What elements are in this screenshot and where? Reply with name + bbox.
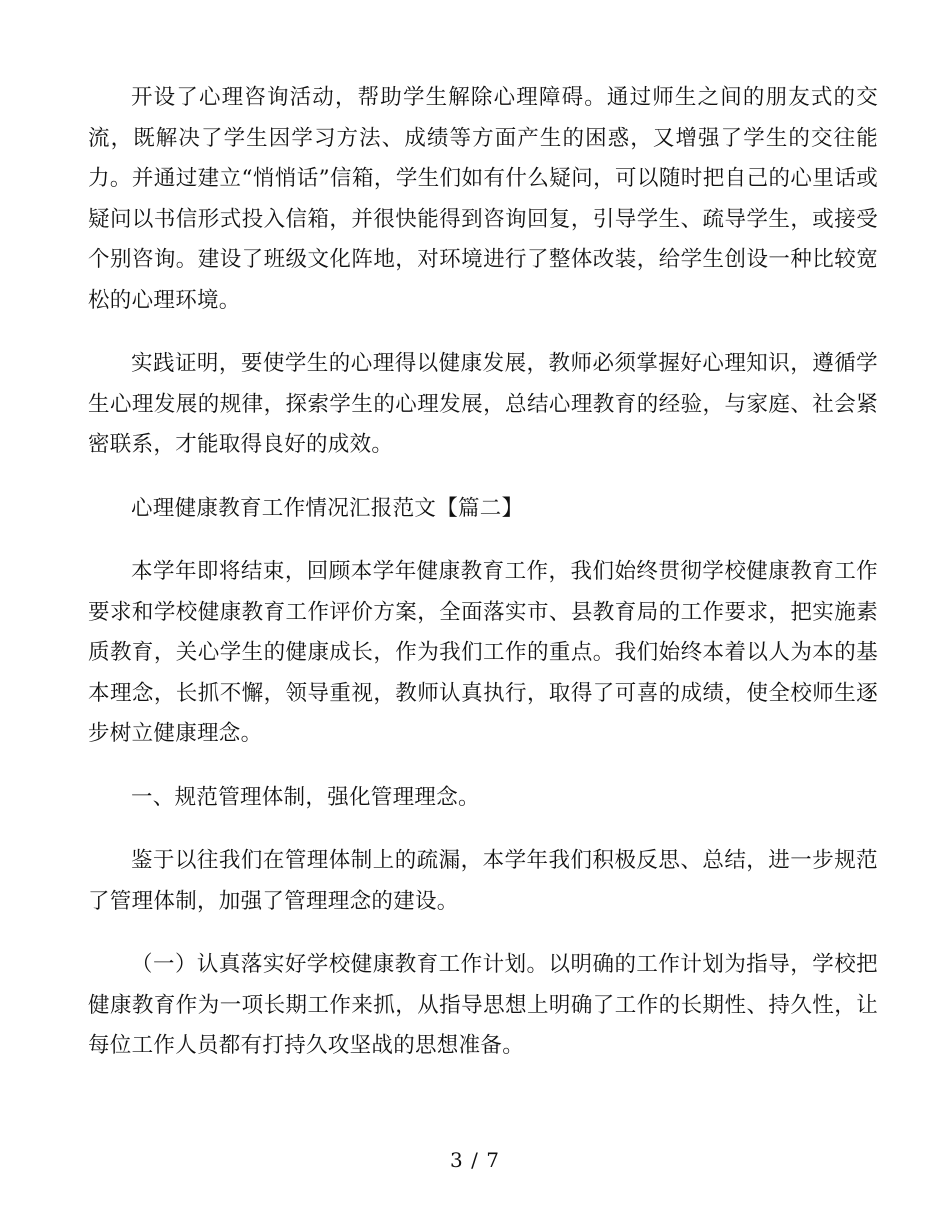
paragraph-management-reflection: 鉴于以往我们在管理体制上的疏漏，本学年我们积极反思、总结，进一步规范了管理体制，加强了管理理念的建设。 (88, 848, 878, 914)
paragraph-counseling: 开设了心理咨询活动，帮助学生解除心理障碍。通过师生之间的朋友式的交流，既解决了学生因学习方法、成绩等方面产生的困惑，又增强了学生的交往能力。并通过建立“悄悄话”信箱，学生们如有什么疑问，可以随时把自己的心里话或疑问以书信形式投入信箱，并很快能得到咨询回复，引导学生、疏导学生，或接受个别咨询。建设了班级文化阵地，对环境进行了整体改装，给学生创设一种比较宽松的心理环境。 (88, 85, 878, 313)
paragraph-year-review: 本学年即将结束，回顾本学年健康教育工作，我们始终贯彻学校健康教育工作要求和学校健康教育工作评价方案，全面落实市、县教育局的工作要求，把实施素质教育，关心学生的健康成长，作为我们工作的重点。我们始终本着以人为本的基本理念，长抓不懈，领导重视，教师认真执行，取得了可喜的成绩，使全校师生逐步树立健康理念。 (88, 559, 878, 746)
section-title-part-two: 心理健康教育工作情况汇报范文【篇二】 (131, 495, 524, 521)
document-body (88, 78, 878, 1067)
paragraph-plan-implementation: （一）认真落实好学校健康教育工作计划。以明确的工作计划为指导，学校把健康教育作为一项长期工作来抓，从指导思想上明确了工作的长期性、持久性，让每位工作人员都有打持久攻坚战的思想准备。 (88, 952, 878, 1058)
section-heading-management: 一、规范管理体制，强化管理理念。 (131, 784, 480, 810)
paragraph-practice-proof: 实践证明，要使学生的心理得以健康发展，教师必须掌握好心理知识，遵循学生心理发展的规律，探索学生的心理发展，总结心理教育的经验，与家庭、社会紧密联系，才能取得良好的成效。 (88, 351, 878, 457)
page-number: 3 / 7 (450, 1148, 500, 1172)
